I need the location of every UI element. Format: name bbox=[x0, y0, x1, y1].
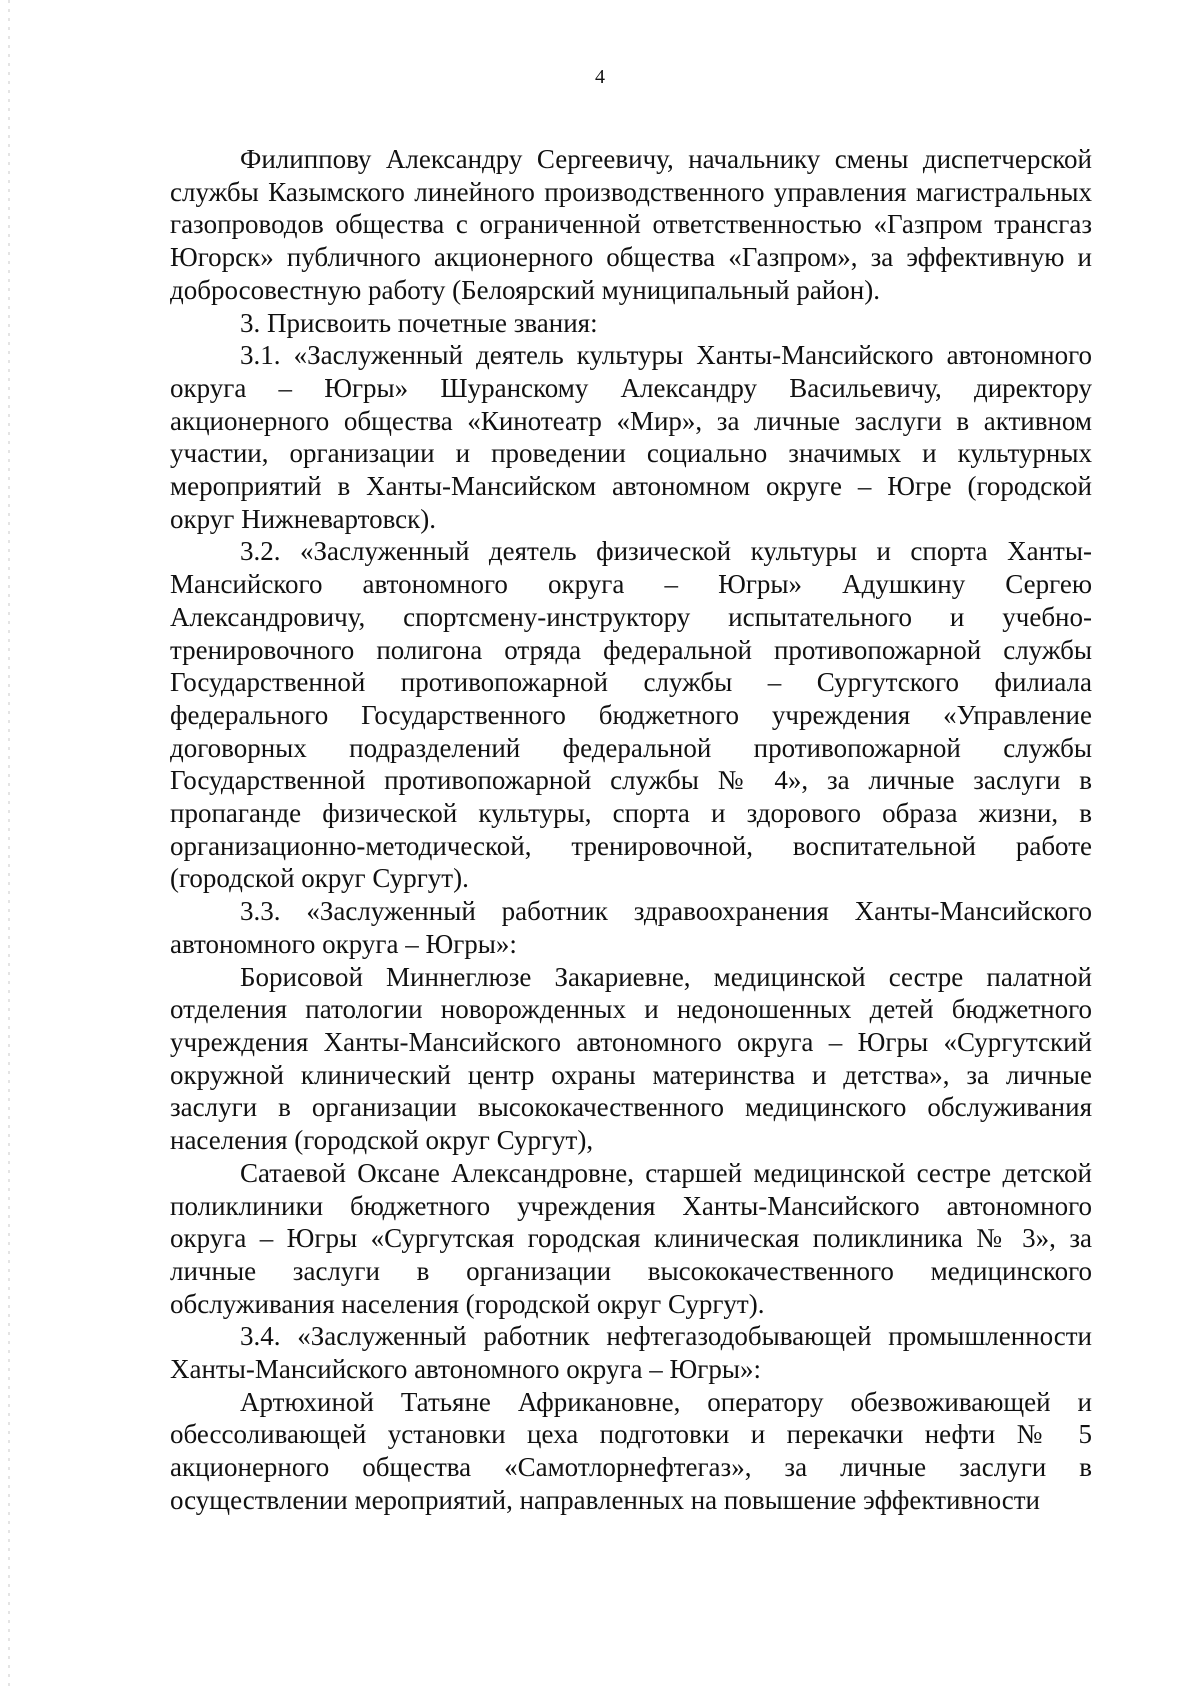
scan-edge-artifact bbox=[8, 0, 10, 1686]
page-number: 4 bbox=[595, 66, 605, 88]
paragraph-3-2: 3.2. «Заслуженный деятель физической культуры и спорта Ханты-Мансийского автономного округа – Югры» Адушкину Сергею Александровичу, спортсмену-инструктору испытательного и учебно-тренировочного полигона отряда федеральной противопожарной службы Государственной противопожарной службы – Сургутского филиала федерального Государственного бюджетного учреждения «Управление договорных подразделений федеральной противопожарной службы Государственной противопожарной службы № 4», за личные заслуги в пропаганде физической культуры, спорта и здорового образа жизни, в организационно-методической, тренировочной, воспитательной работе (городской округ Сургут). bbox=[170, 536, 1092, 894]
document-body bbox=[170, 143, 1092, 1517]
paragraph-3-1: 3.1. «Заслуженный деятель культуры Ханты-Мансийского автономного округа – Югры» Шуранскому Александру Васильевичу, директору акционерного общества «Кинотеатр «Мир», за личные заслуги в активном участии, организации и проведении социально значимых и культурных мероприятий в Ханты-Мансийском автономном округе – Югре (городской округ Нижневартовск). bbox=[170, 340, 1092, 534]
paragraph-3-4: 3.4. «Заслуженный работник нефтегазодобывающей промышленности Ханты-Мансийского автономного округа – Югры»: bbox=[170, 1321, 1092, 1385]
paragraph-assign-titles: 3. Присвоить почетные звания: bbox=[240, 307, 598, 338]
paragraph-filippov: Филиппову Александру Сергеевичу, начальнику смены диспетчерской службы Казымского линейного производственного управления магистральных газопроводов общества с ограниченной ответственностью «Газпром трансгаз Югорск» публичного акционерного общества «Газпром», за эффективную и добросовестную работу (Белоярский муниципальный район). bbox=[170, 144, 1092, 305]
paragraph-artyukhina: Артюхиной Татьяне Африкановне, оператору обезвоживающей и обессоливающей установки цеха подготовки и перекачки нефти № 5 акционерного общества «Самотлорнефтегаз», за личные заслуги в осуществлении мероприятий, направленных на повышение эффективности bbox=[170, 1386, 1092, 1515]
paragraph-sataeva: Сатаевой Оксане Александровне, старшей медицинской сестре детской поликлиники бюджетного учреждения Ханты-Мансийского автономного округа – Югры «Сургутская городская клиническая поликлиника № 3», за личные заслуги в организации высококачественного медицинского обслуживания населения (городской округ Сургут). bbox=[170, 1157, 1092, 1319]
paragraph-borisova: Борисовой Миннеглюзе Закариевне, медицинской сестре палатной отделения патологии новорожденных и недоношенных детей бюджетного учреждения Ханты-Мансийского автономного округа – Югры «Сургутский окружной клинический центр охраны материнства и детства», за личные заслуги в организации высококачественного медицинского обслуживания населения (городской округ Сургут), bbox=[170, 961, 1092, 1156]
paragraph-3-3: 3.3. «Заслуженный работник здравоохранения Ханты-Мансийского автономного округа – Югры»: bbox=[170, 896, 1092, 959]
